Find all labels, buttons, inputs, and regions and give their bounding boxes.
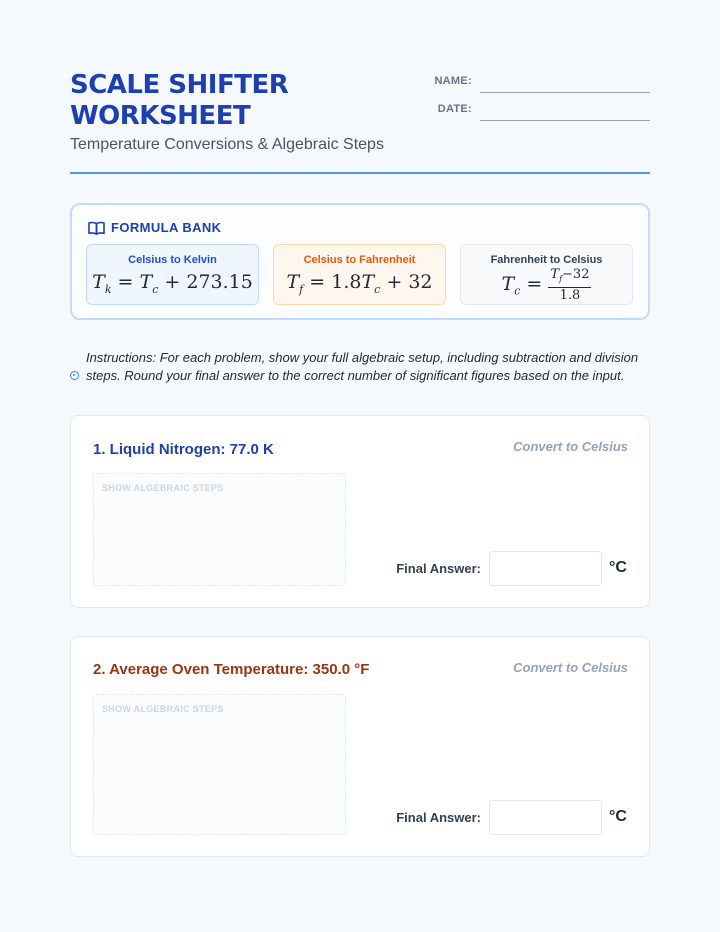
name-label: NAME: [434, 75, 472, 87]
problem-title: 1. Liquid Nitrogen: 77.0 K [93, 441, 274, 458]
formula-card-c-to-f [273, 244, 446, 305]
answer-unit: °C [609, 808, 627, 825]
final-answer-input[interactable] [489, 800, 602, 835]
formula-card-f-to-c [460, 244, 633, 305]
date-field-row [420, 101, 650, 121]
final-answer-input[interactable] [489, 551, 602, 586]
formula-f-to-c: $T_c$ = $\frac{T_f-32}{1.8}$ [501, 267, 590, 303]
date-label: DATE: [437, 103, 472, 115]
formula-bank [70, 203, 650, 320]
problem-task: Convert to Celsius [513, 660, 628, 675]
info-icon [70, 371, 79, 380]
formula-card-title: Fahrenheit to Celsius [490, 254, 603, 266]
formula-card-c-to-k [86, 244, 259, 305]
steps-label: SHOW ALGEBRAIC STEPS [102, 483, 224, 493]
final-answer-label: Final Answer: [396, 810, 481, 825]
worksheet-title [70, 70, 288, 132]
title-line-1: SCALE SHIFTER [70, 70, 289, 100]
name-field-row [420, 73, 650, 93]
final-answer-label: Final Answer: [396, 561, 481, 576]
problem-title: 2. Average Oven Temperature: 350.0 °F [93, 661, 370, 678]
problem-card-1 [70, 415, 650, 608]
fraction: $\frac{T_f-32}{1.8}$ [550, 267, 590, 303]
date-input-line[interactable] [480, 120, 650, 121]
formula-c-to-k: $T_k = T_c + 273.15$ [92, 271, 253, 296]
steps-label: SHOW ALGEBRAIC STEPS [102, 704, 224, 714]
title-line-2: WORKSHEET [70, 101, 251, 131]
instructions-text: Instructions: For each problem, show your full algebraic setup, including subtraction and division steps. Round your final answer to the correct number of significant figures based on the input. [86, 350, 639, 383]
formula-card-title: Celsius to Kelvin [128, 254, 217, 266]
worksheet-subtitle: Temperature Conversions & Algebraic Steps [70, 136, 384, 153]
name-input-line[interactable] [480, 92, 650, 93]
formula-bank-title: FORMULA BANK [111, 220, 222, 235]
header-divider [70, 172, 650, 174]
steps-work-area[interactable] [93, 473, 346, 586]
formula-c-to-f: $T_f = 1.8T_c + 32$ [286, 271, 433, 296]
book-open-icon [88, 221, 105, 235]
formula-bank-heading [88, 220, 221, 235]
answer-unit: °C [609, 559, 627, 576]
steps-work-area[interactable] [93, 694, 346, 835]
formula-card-title: Celsius to Fahrenheit [303, 254, 416, 266]
problem-card-2 [70, 636, 650, 857]
problem-task: Convert to Celsius [513, 439, 628, 454]
